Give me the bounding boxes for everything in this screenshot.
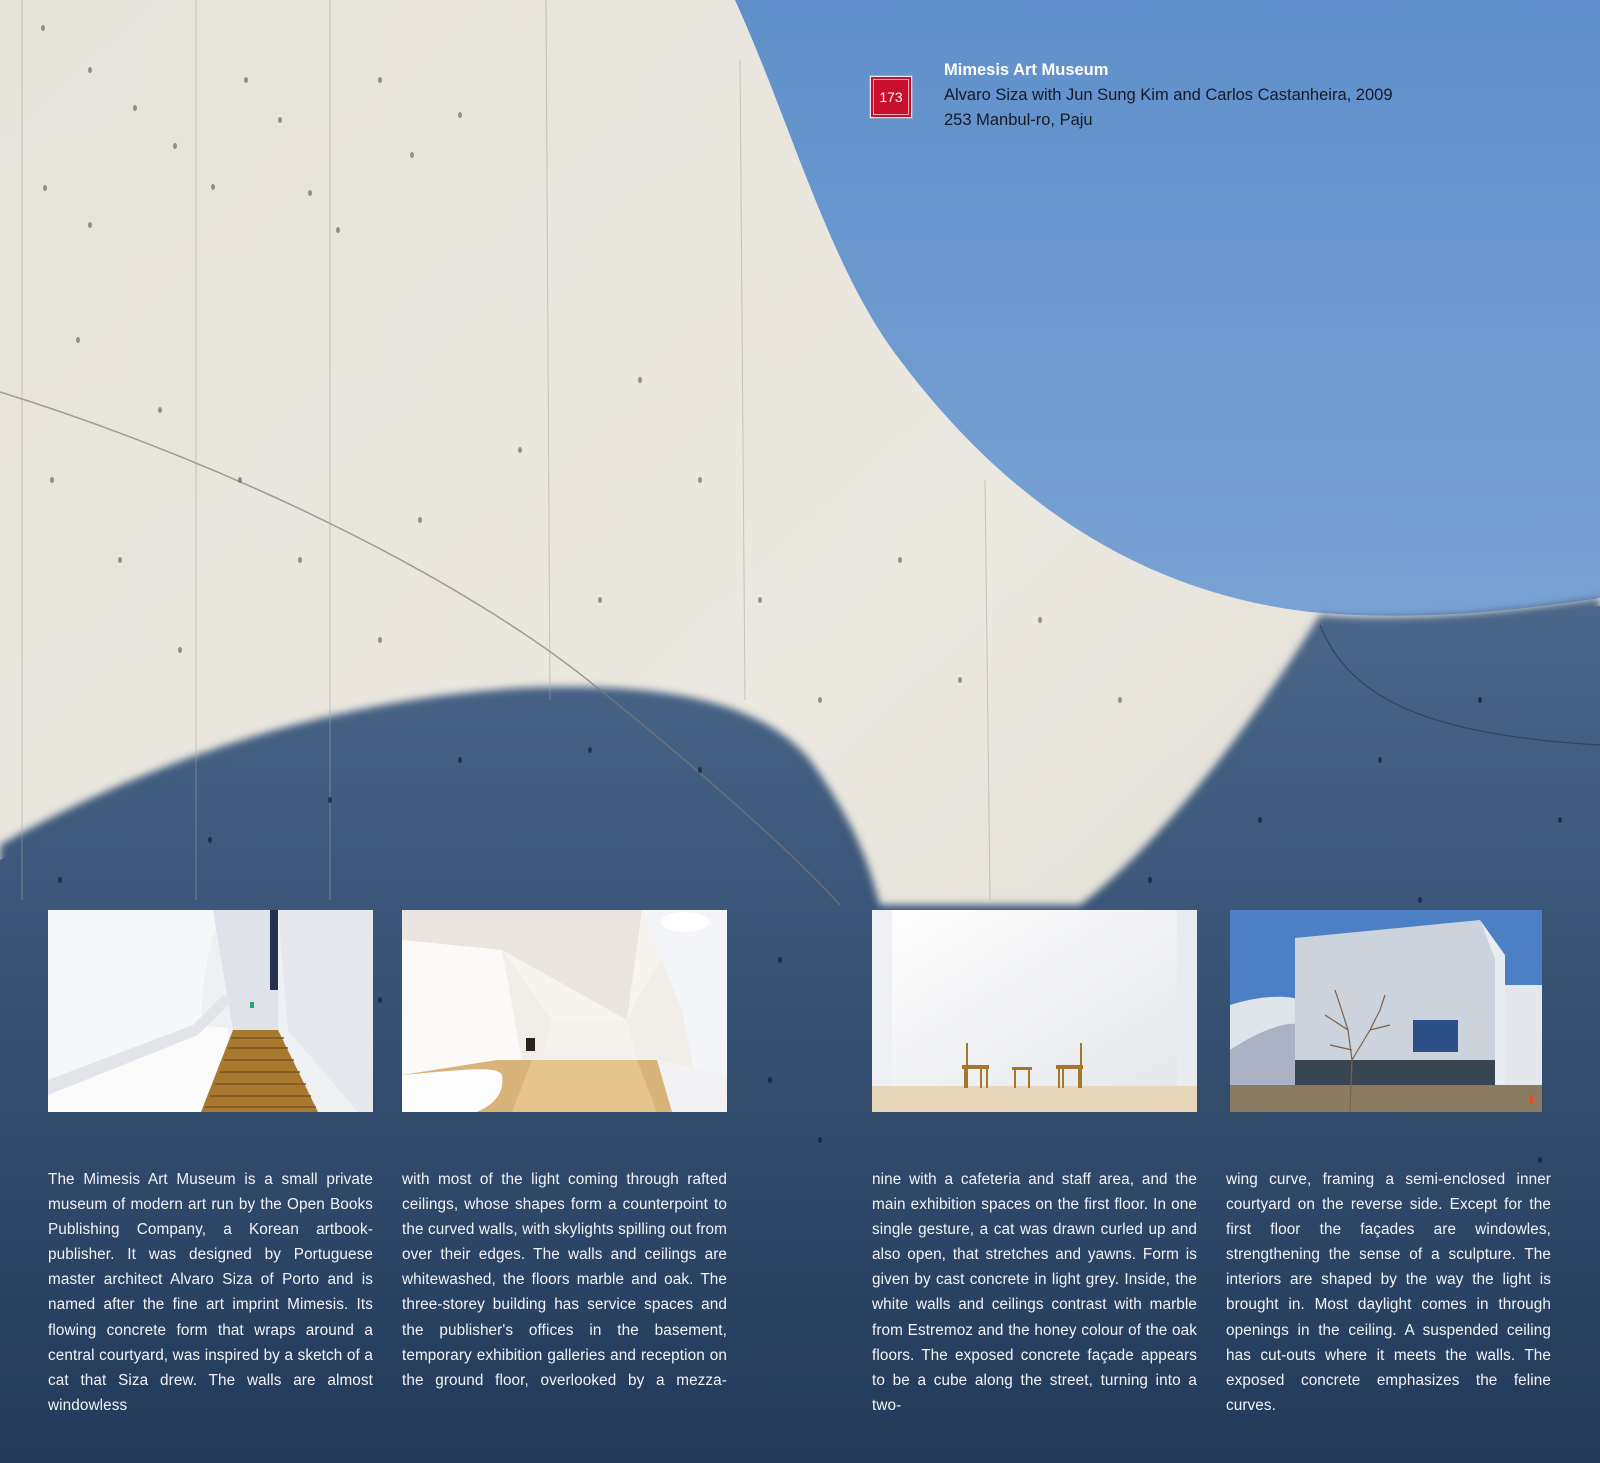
photo-staircase	[48, 910, 373, 1112]
body-column-1	[48, 1167, 373, 1418]
address-line: 253 Manbul-ro, Paju	[944, 111, 1093, 129]
body-column-4	[1226, 1167, 1551, 1418]
body-paragraph: wing curve, framing a semi-enclosed inner courtyard on the reverse side. Except for the first floor the façades are windowles, strengthening the sense of a sculpture. The interiors are shaped by the way the light is brought in. Most daylight comes in through openings in the ceiling. A suspended ceiling has cut-outs where it meets the walls. The exposed concrete emphasizes the feline curves.	[1226, 1171, 1551, 1414]
body-column-3	[872, 1167, 1197, 1418]
museum-title: Mimesis Art Museum	[944, 61, 1109, 79]
entry-info	[944, 58, 1393, 133]
photo-gallery	[402, 910, 727, 1112]
body-paragraph: with most of the light coming through rafted ceilings, whose shapes form a counterpoint to the curved walls, with skylights spilling out from over their edges. The walls and ceilings are whitewashed, the floors marble and oak. The three-storey building has service spaces and the publisher's offices in the basement, temporary exhibition galleries and reception on the ground floor, overlooked by a mezza-	[402, 1171, 727, 1389]
photo-exterior	[1230, 910, 1542, 1112]
body-paragraph: nine with a cafeteria and staff area, and the main exhibition spaces on the first floor. In one single gesture, a cat was drawn curled up and also open, that stretches and yawns. Form is given by cast concrete in light grey. Inside, the white walls and ceilings contrast with marble from Estremoz and the honey colour of the oak floors. The exposed concrete façade appears to be a cube along the street, turning into a two-	[872, 1171, 1197, 1414]
body-column-2	[402, 1167, 727, 1393]
body-paragraph: The Mimesis Art Museum is a small private museum of modern art run by the Open Books Publishing Company, a Korean artbook-publisher. It was designed by Portuguese master architect Alvaro Siza of Porto and is named after the fine art imprint Mimesis. Its flowing concrete form that wraps around a central courtyard, was inspired by a sketch of a cat that Siza drew. The walls are almost windowless	[48, 1171, 373, 1414]
entry-number-badge: 173	[870, 76, 912, 118]
photo-chairs-room	[872, 910, 1197, 1112]
architects-line: Alvaro Siza with Jun Sung Kim and Carlos Castanheira, 2009	[944, 86, 1393, 104]
